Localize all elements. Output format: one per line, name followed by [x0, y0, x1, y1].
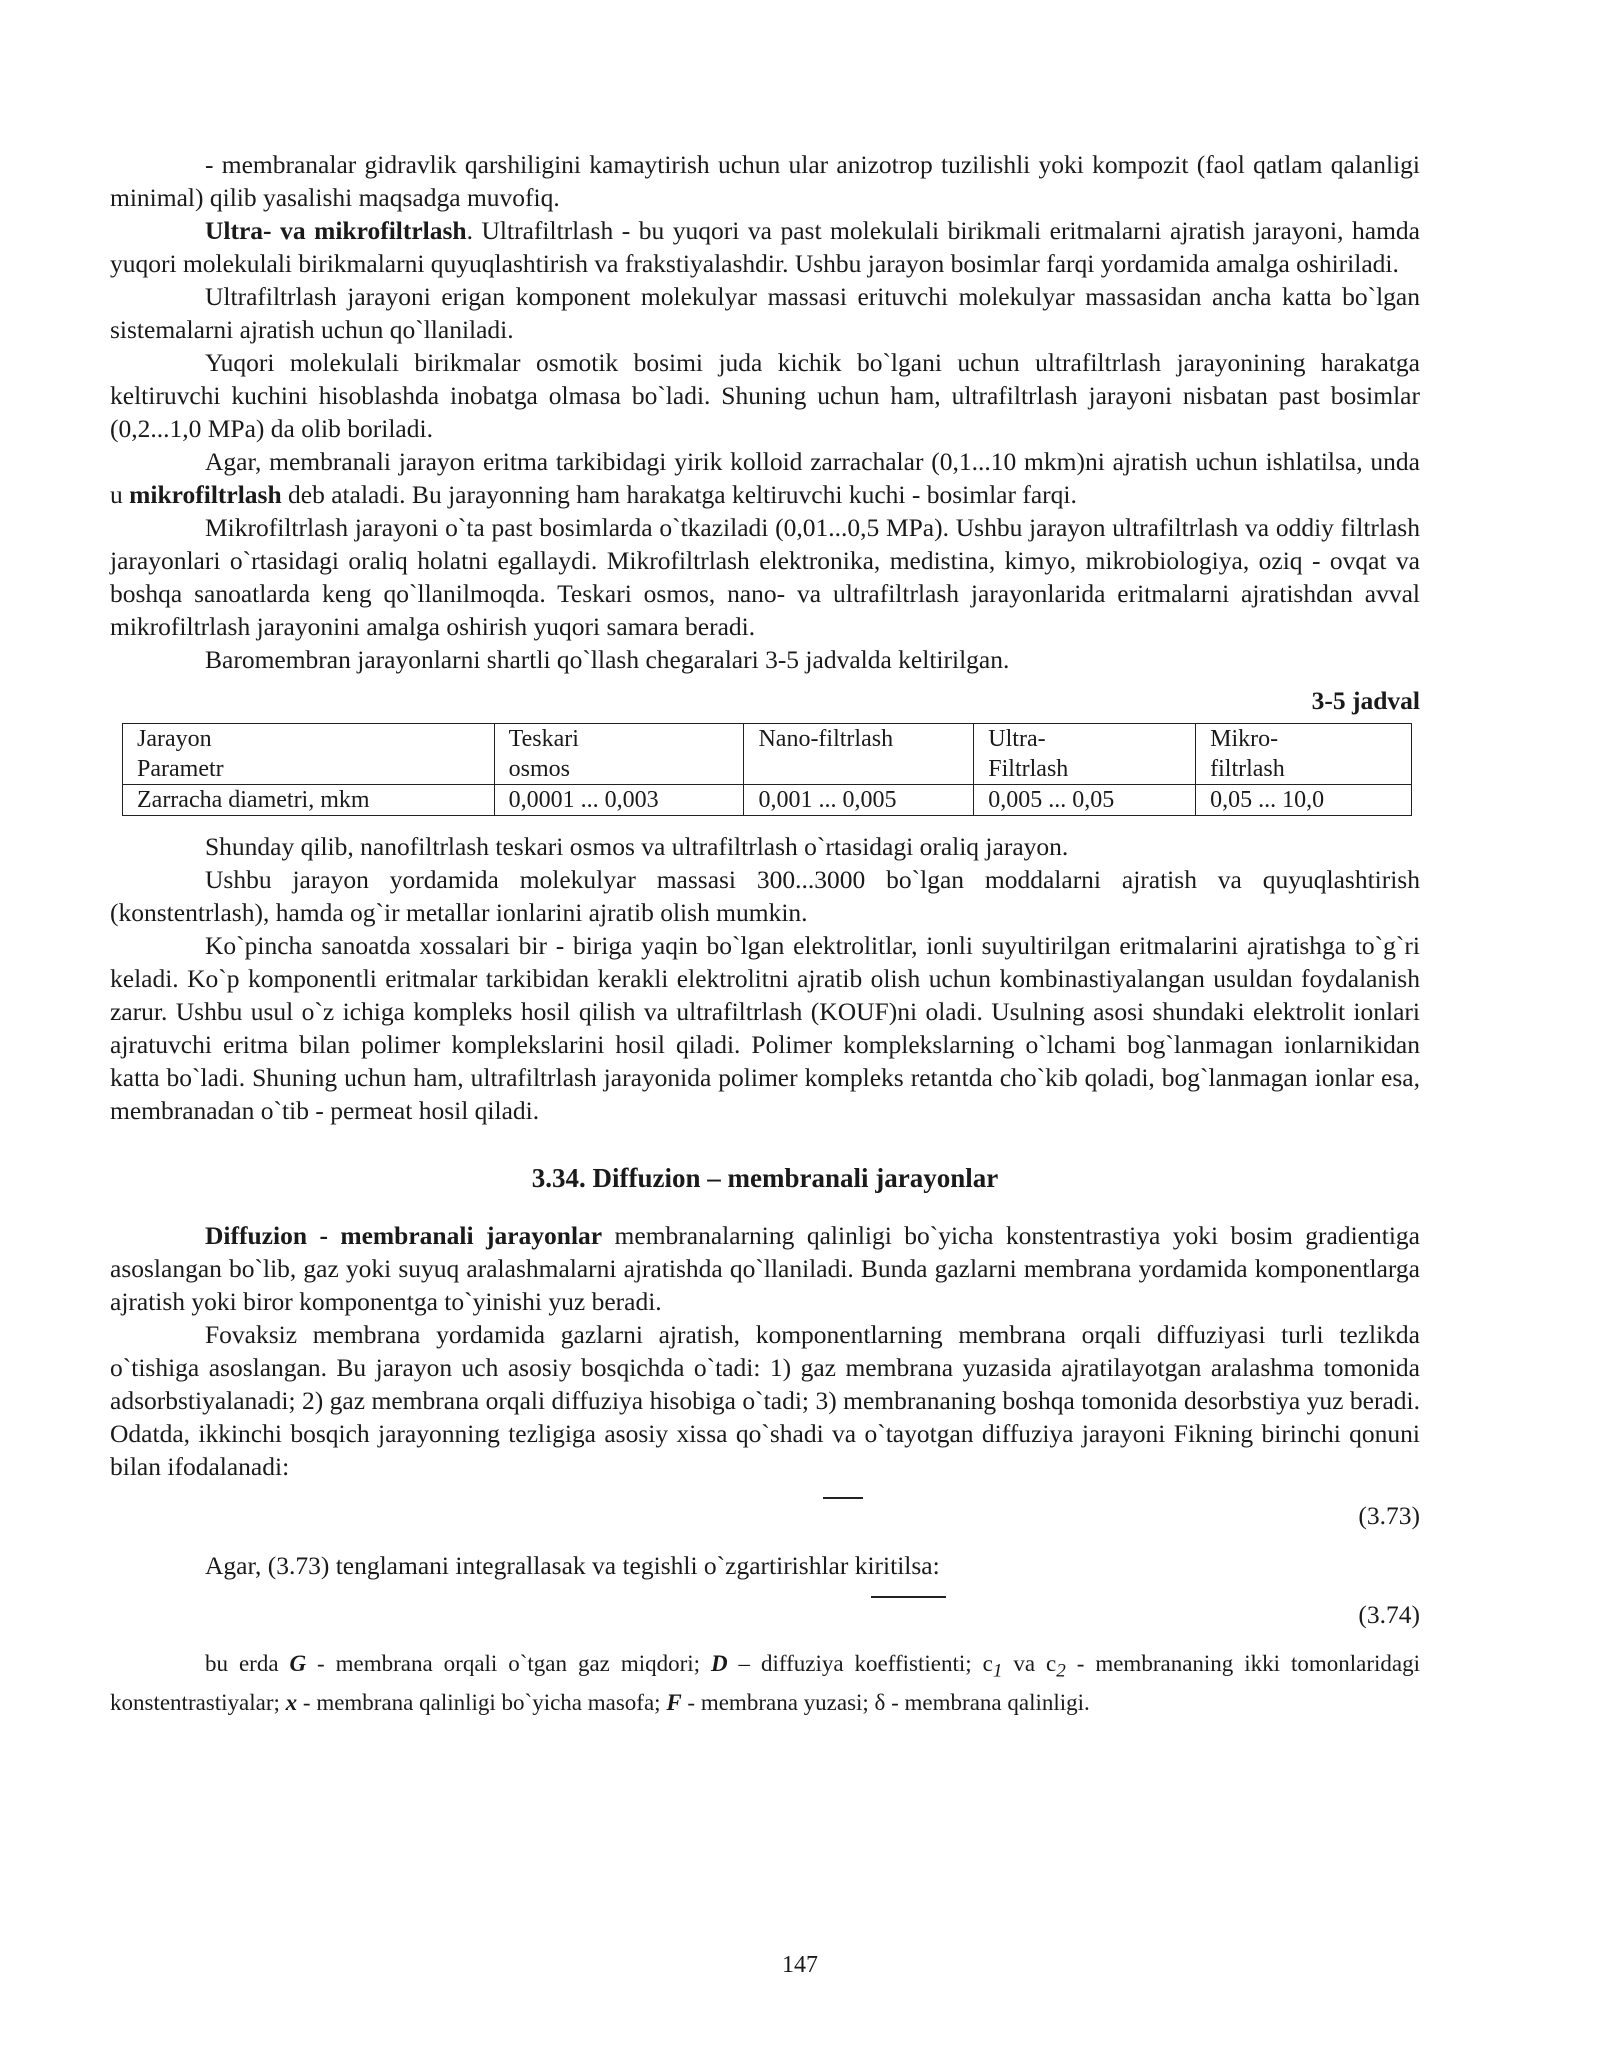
table-caption: 3-5 jadval [1311, 686, 1420, 715]
membrane-process-table [122, 723, 1412, 816]
equation-number: (3.73) [1358, 1501, 1420, 1530]
paragraph: Ko`pincha sanoatda xossalari bir - biriga yaqin bo`lgan elektrolitlar, ionli suyultirilgan eritmalarini ajratishga to`g`ri keladi. Ko`p komponentli eritmalar tarkibidan kerakli elektrolitni ajratib olish uchun kombinastiyalangan usuldan foydalanish zarur. Ushbu usul o`z ichiga kompleks hosil qilish va ultrafiltrlash (KOUF)ni oladi. Usulning asosi shundaki elektrolit ionlari ajratuvchi eritma bilan polimer komplekslarini hosil qiladi. Polimer komplekslarning o`lchami bog`lanmagan ionlarnikidan katta bo`ladi. Shuning uchun ham, ultrafiltrlash jarayonida polimer kompleks retantda cho`kib qoladi, bog`lanmagan ionlar esa, membranadan o`tib - permeat hosil qiladi. [110, 931, 1420, 1125]
table-header-cell: Teskari osmos [494, 724, 744, 785]
paragraph [110, 1219, 1420, 1318]
equation-number: (3.74) [1358, 1600, 1420, 1629]
paragraph-text: . Ultrafiltrlash - bu yuqori va past molekulali birikmali eritmalarni ajratish jarayoni, hamda yuqori molekulali birikmalarni quyuqlashtirish va frakstiyalashdir. Ushbu jarayon bosimlar farqi yordamida amalga oshiriladi. [110, 216, 1420, 278]
paragraph: Ultrafiltrlash jarayoni erigan komponent molekulyar massasi erituvchi molekulyar massasidan ancha katta bo`lgan sistemalarni ajratish uchun qo`llaniladi. [110, 282, 1420, 344]
paragraph: Agar, (3.73) tenglamani integrallasak va tegishli o`zgartirishlar kiritilsa: [205, 1551, 940, 1580]
paragraph [110, 445, 1420, 511]
table-cell: 0,05 ... 10,0 [1196, 785, 1412, 816]
table-cell: Zarracha diametri, mkm [123, 785, 495, 816]
symbol-notes: bu erda G - membrana orqali o`tgan gaz miqdori; D – diffuziya koeffistienti; $c_1$ va $c_2$ - membrananing ikki tomonlaridagi konstentrastiyalar; x - membrana qalinligi bo`yicha masofa; F - membrana yuzasi; δ - membrana qalinligi. [110, 1651, 1420, 1715]
paragraph [110, 214, 1420, 280]
table-header-cell: Ultra- Filtrlash [974, 724, 1196, 785]
paragraph: Ushbu jarayon yordamida molekulyar massasi 300...3000 bo`lgan moddalarni ajratish va quyuqlashtirish (konstentrlash), hamda og`ir metallar ionlarini ajratib olish mumkin. [110, 865, 1420, 927]
section-heading: 3.34. Diffuzion – membranali jarayonlar [531, 1163, 999, 1193]
table-header-cell: Nano-filtrlash [744, 724, 974, 785]
term-bold: Ultra- va mikrofiltrlash [205, 216, 467, 245]
symbol-G: G [289, 1651, 307, 1676]
table-row [123, 785, 1412, 816]
term-bold: mikrofiltrlash [129, 480, 282, 509]
table-header-cell: Jarayon Parametr [123, 724, 495, 785]
page-number: 147 [782, 1952, 818, 1978]
paragraph-text: deb ataladi. Bu jarayonning ham harakatga keltiruvchi kuchi - bosimlar farqi. [281, 480, 1077, 509]
paragraph: - membranalar gidravlik qarshiligini kamaytirish uchun ular anizotrop tuzilishli yoki kompozit (faol qatlam qalanligi minimal) qilib yasalishi maqsadga muvofiq. [110, 150, 1420, 212]
document-page [110, 148, 1420, 1718]
table-header-row [123, 724, 1412, 785]
equation-3-73 [110, 1483, 1420, 1549]
paragraph: Yuqori molekulali birikmalar osmotik bosimi juda kichik bo`lgani uchun ultrafiltrlash jarayonining harakatga keltiruvchi kuchini hisoblashda inobatga olmasa bo`ladi. Shuning uchun ham, ultrafiltrlash jarayoni nisbatan past bosimlar (0,2...1,0 MPa) da olib boriladi. [110, 348, 1420, 443]
table-header-cell: Mikro- filtrlash [1196, 724, 1412, 785]
paragraph: Fovaksiz membrana yordamida gazlarni ajratish, komponentlarning membrana orqali diffuziyasi turli tezlikda o`tishiga asoslangan. Bu jarayon uch asosiy bosqichda o`tadi: 1) gaz membrana yuzasida ajratilayotgan aralashma tomonida adsorbstiyalanadi; 2) gaz membrana orqali diffuziya hisobiga o`tadi; 3) membrananing boshqa tomonida desorbstiya yuz beradi. Odatda, ikkinchi bosqich jarayonning tezligiga asosiy xissa qo`shadi va o`tayotgan diffuziya jarayoni Fikning birinchi qonuni bilan ifodalanadi: [110, 1320, 1420, 1481]
table-cell: 0,0001 ... 0,003 [494, 785, 744, 816]
table-cell: 0,005 ... 0,05 [974, 785, 1196, 816]
symbol-D: D [710, 1651, 728, 1676]
fraction-bar [871, 1596, 946, 1598]
fraction-bar [823, 1497, 863, 1499]
symbol-x: x [285, 1689, 298, 1715]
paragraph: Shunday qilib, nanofiltrlash teskari osmos va ultrafiltrlash o`rtasidagi oraliq jarayon. [205, 832, 1069, 861]
symbol-F: F [666, 1689, 682, 1715]
table-cell: 0,001 ... 0,005 [744, 785, 974, 816]
paragraph-text: membranalarning qalinligi bo`yicha konstentrastiya yoki bosim gradientiga asoslangan bo`lib, gaz yoki suyuq aralashmalarni ajratishda qo`llaniladi. Bunda gazlarni membrana yordamida komponentlarga ajratish yoki biror komponentga to`yinishi yuz beradi. [110, 1221, 1420, 1316]
paragraph-text: Agar, membranali jarayon eritma tarkibidagi yirik kolloid zarrachalar (0,1...10 mkm)ni ajratish uchun ishlatilsa, unda u [110, 447, 1420, 509]
paragraph: Mikrofiltrlash jarayoni o`ta past bosimlarda o`tkaziladi (0,01...0,5 MPa). Ushbu jarayon ultrafiltrlash va oddiy filtrlash jarayonlari o`rtasidagi oraliq holatni egallaydi. Mikrofiltrlash elektronika, medistina, kimyo, mikrobiologiya, oziq - ovqat va boshqa sanoatlarda keng qo`llanilmoqda. Teskari osmos, nano- va ultrafiltrlash jarayonlarida eritmalarni ajratishdan avval mikrofiltrlash jarayonini amalga oshirish yuqori samara beradi. [110, 513, 1420, 641]
paragraph: Baromembran jarayonlarni shartli qo`llash chegaralari 3-5 jadvalda keltirilgan. [205, 645, 1010, 674]
term-bold: Diffuzion - membranali jarayonlar [205, 1221, 603, 1250]
equation-3-74 [110, 1582, 1420, 1648]
